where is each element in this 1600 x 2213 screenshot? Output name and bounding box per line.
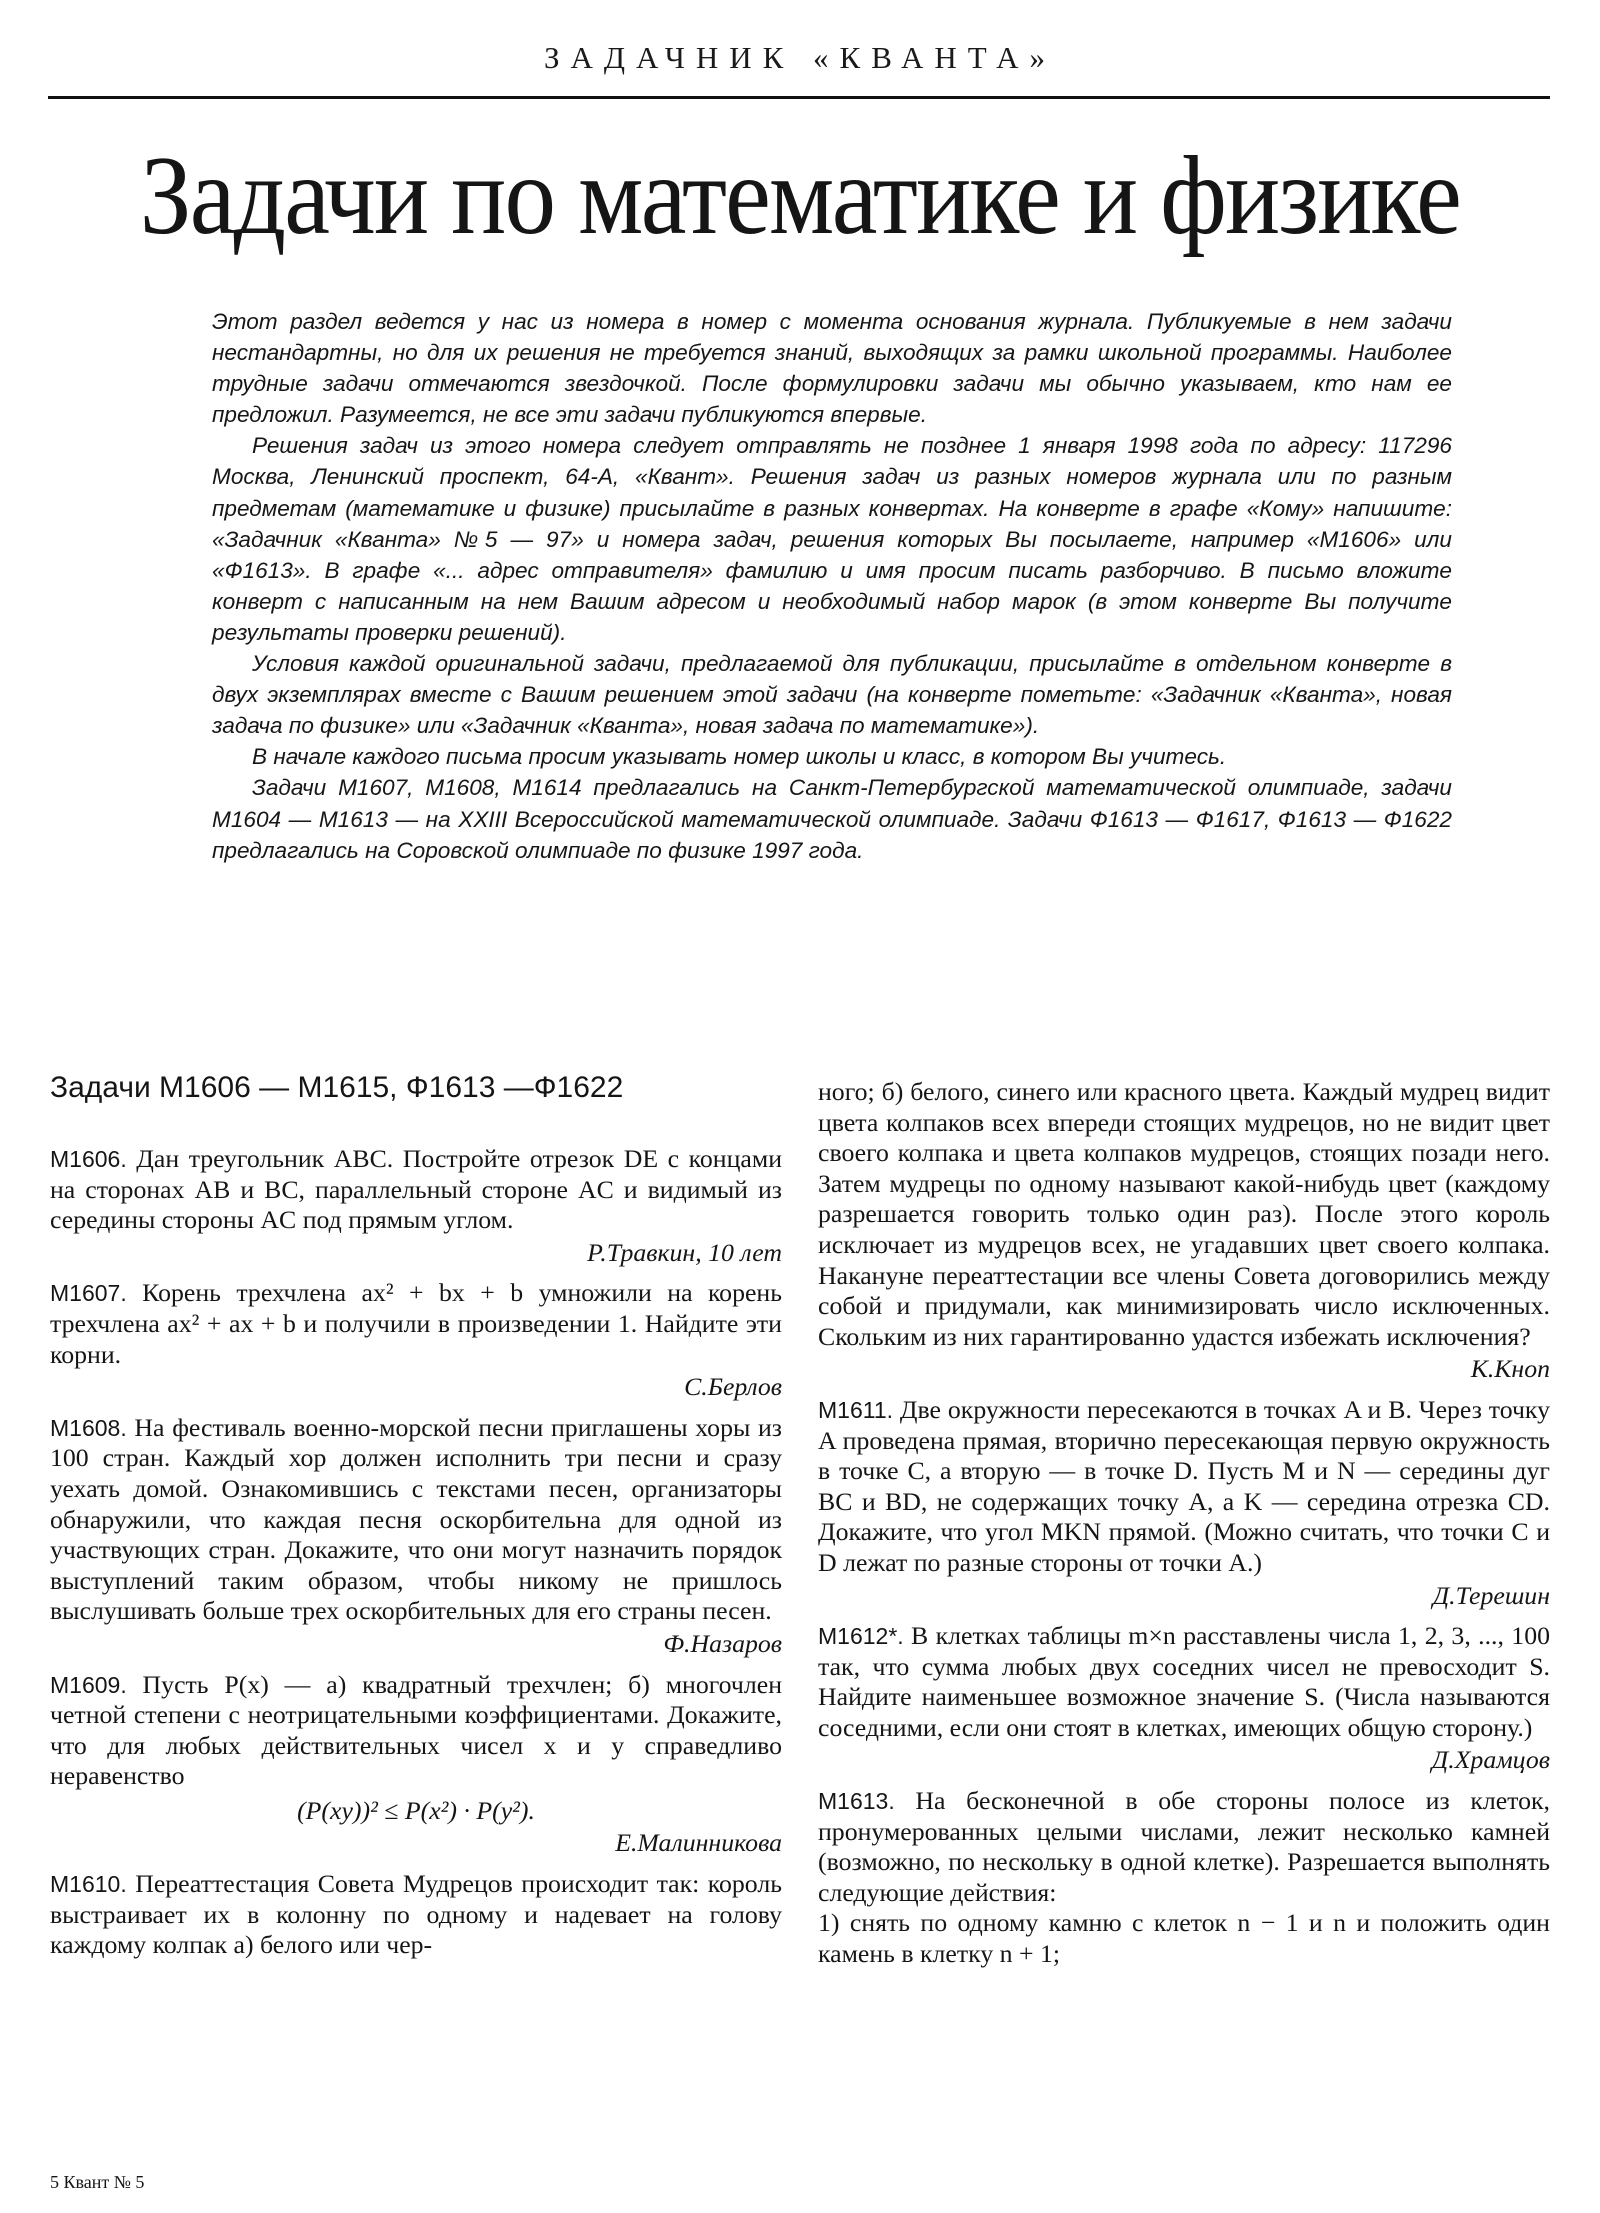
running-head: ЗАДАЧНИК «КВАНТА» bbox=[543, 40, 1057, 75]
problem-m1607 bbox=[50, 1278, 782, 1402]
problem-number: М1609. bbox=[50, 1671, 127, 1698]
problem-m1608 bbox=[50, 1413, 782, 1660]
page-title: Задачи по математике и физике bbox=[139, 134, 1461, 258]
problem-formula: (P(xy))² ≤ P(x²) · P(y²). bbox=[297, 1795, 535, 1825]
intro-paragraph: Решения задач из этого номера следует отправлять не позднее 1 января 1998 года по адресу: 117296 Москва, Ленинский проспект, 64-А, «Квант». Решения задач из разных номеров журнала или по разным предметам (математике и физике) присылайте в разных конвертах. На конверте в графе «Кому» напишите: «Задачник «Кванта» №5 — 97» и номера задач, решения которых Вы посылаете, например «М1606» или «Ф1613». В графе «... адрес отправителя» фамилию и имя просим писать разборчиво. В письмо вложите конверт с написанным на нем Вашим адресом и необходимый набор марок (в этом конверте Вы получите результаты проверки решений). bbox=[212, 433, 1452, 645]
problem-author: Е.Малинникова bbox=[615, 1828, 782, 1858]
left-column bbox=[50, 1070, 782, 1967]
problem-number: М1608. bbox=[50, 1414, 127, 1441]
problem-m1610 bbox=[50, 1869, 782, 1961]
intro-paragraph: Этот раздел ведется у нас из номера в номер с момента основания журнала. Публикуемые в нем задачи нестандартны, но для их решения не требуется знаний, выходящих за рамки школьной программы. Наиболее трудные задачи отмечаются звездочкой. После формулировки задачи мы обычно указываем, кто нам ее предложил. Разумеется, не все эти задачи публикуются впервые. bbox=[212, 309, 1452, 428]
problem-text: Пусть P(x) — а) квадратный трехчлен; б) многочлен четной степени с неотрицательными коэффициентами. Докажите, что для любых действительных чисел x и y справедливо неравенство bbox=[50, 1669, 782, 1791]
problem-author: Д.Терешин bbox=[1432, 1580, 1550, 1610]
problem-m1611 bbox=[818, 1395, 1550, 1611]
problem-text: ного; б) белого, синего или красного цвета. Каждый мудрец видит цвета колпаков всех впереди стоящих мудрецов, но не видит цвет своего колпака и цвета колпаков мудрецов, стоящих позади него. Затем мудрецы по одному называют какой-нибудь цвет (каждому разрешается говорить только один раз). После этого король исключает из мудрецов всех, не угадавших цвет своего колпака. Накануне переаттестации все члены Совета договорились между собой и придумали, как минимизировать число исключенных. Скольким из них гарантированно удастся избежать исключения? bbox=[818, 1077, 1550, 1351]
problem-number: М1611. bbox=[818, 1396, 894, 1423]
right-column bbox=[818, 1077, 1550, 1976]
problem-text: На фестиваль военно-морской песни приглашены хоры из 100 стран. Каждый хор должен исполнить три песни и сразу уехать домой. Ознакомившись с текстами песен, организаторы обнаружили, что каждая песня оскорбительна для одной из участвующих стран. Докажите, что они могут назначить порядок выступлений таким образом, чтобы никому не пришлось выслушивать больше трех оскорбительных для его страны песен. bbox=[50, 1412, 782, 1626]
problem-number: М1607. bbox=[50, 1280, 127, 1307]
problem-number: М1606. bbox=[50, 1146, 127, 1172]
header-rule bbox=[48, 96, 1550, 99]
problem-m1606 bbox=[50, 1144, 782, 1268]
section-heading: Задачи М1606 — М1615, Ф1613 —Ф1622 bbox=[50, 1071, 624, 1104]
problem-number: М1612*. bbox=[818, 1623, 904, 1650]
intro-paragraph: В начале каждого письма просим указывать номер школы и класс, в котором Вы учитесь. bbox=[252, 744, 1227, 770]
problem-text: В клетках таблицы m×n расставлены числа 1, 2, 3, ..., 100 так, что сумма любых двух соседних чисел не превосходит S. Найдите наименьшее возможное значение S. (Числа называются соседними, если они стоят в клетках, имеющих общую сторону.) bbox=[818, 1621, 1550, 1742]
problem-text: Корень трехчлена ax² + bx + b умножили на корень трехчлена ax² + ax + b и получили в произведении 1. Найдите эти корни. bbox=[50, 1278, 782, 1369]
intro-block bbox=[212, 306, 1452, 866]
intro-paragraph: Задачи М1607, М1608, М1614 предлагались на Санкт-Петербургской математической олимпиаде, задачи М1604 — М1613 — на XXIII Всероссийской математической олимпиаде. Задачи Ф1613 — Ф1617, Ф1613 — Ф1622 предлагались на Соровской олимпиаде по физике 1997 года. bbox=[212, 775, 1452, 863]
problem-author: Ф.Назаров bbox=[663, 1628, 782, 1658]
problem-author: Р.Травкин, 10 лет bbox=[587, 1237, 782, 1267]
intro-paragraph: Условия каждой оригинальной задачи, предлагаемой для публикации, присылайте в отдельном конверте в двух экземплярах вместе с Вашим решением этой задачи (на конверте пометьте: «Задачник «Кванта», новая задача по физике» или «Задачник «Кванта», новая задача по математике»). bbox=[212, 651, 1452, 739]
problem-text: На бесконечной в обе стороны полосе из клеток, пронумерованных целыми числами, лежит несколько камней (возможно, по нескольку в одной клетке). Разрешается выполнять следующие действия: bbox=[818, 1786, 1550, 1907]
problem-author: С.Берлов bbox=[684, 1372, 782, 1402]
problem-number: М1610. bbox=[50, 1871, 127, 1898]
problem-text: Переаттестация Совета Мудрецов происходит так: король выстраивает их в колонну по одному и надевает на голову каждому колпак а) белого или чер- bbox=[50, 1869, 782, 1960]
problem-number: М1613. bbox=[818, 1788, 895, 1815]
problem-m1613 bbox=[818, 1786, 1550, 1970]
problem-text: Две окружности пересекаются в точках A и B. Через точку A проведена прямая, вторично пересекающая первую окружность в точке C, а вторую — в точке D. Пусть M и N — середины дуг BC и BD, не содержащих точку A, а K — середина отрезка CD. Докажите, что угол MKN прямой. (Можно считать, что точки C и D лежат по разные стороны от точки A.) bbox=[818, 1394, 1550, 1577]
problem-m1612 bbox=[818, 1621, 1550, 1776]
problem-text-line: 1) снять по одному камню с клеток n − 1 и n и положить один камень в клетку n + 1; bbox=[818, 1908, 1550, 1969]
page-footer: 5 Квант № 5 bbox=[50, 2172, 145, 2192]
problem-text: Дан треугольник ABC. Постройте отрезок DE с концами на сторонах AB и BC, параллельный стороне AC и видимый из середины стороны AC под прямым углом. bbox=[50, 1144, 782, 1235]
problem-author: К.Кноп bbox=[1470, 1354, 1550, 1384]
problem-author: Д.Храмцов bbox=[1431, 1745, 1550, 1775]
problem-m1609 bbox=[50, 1670, 782, 1860]
problem-m1610-continued bbox=[818, 1077, 1550, 1385]
